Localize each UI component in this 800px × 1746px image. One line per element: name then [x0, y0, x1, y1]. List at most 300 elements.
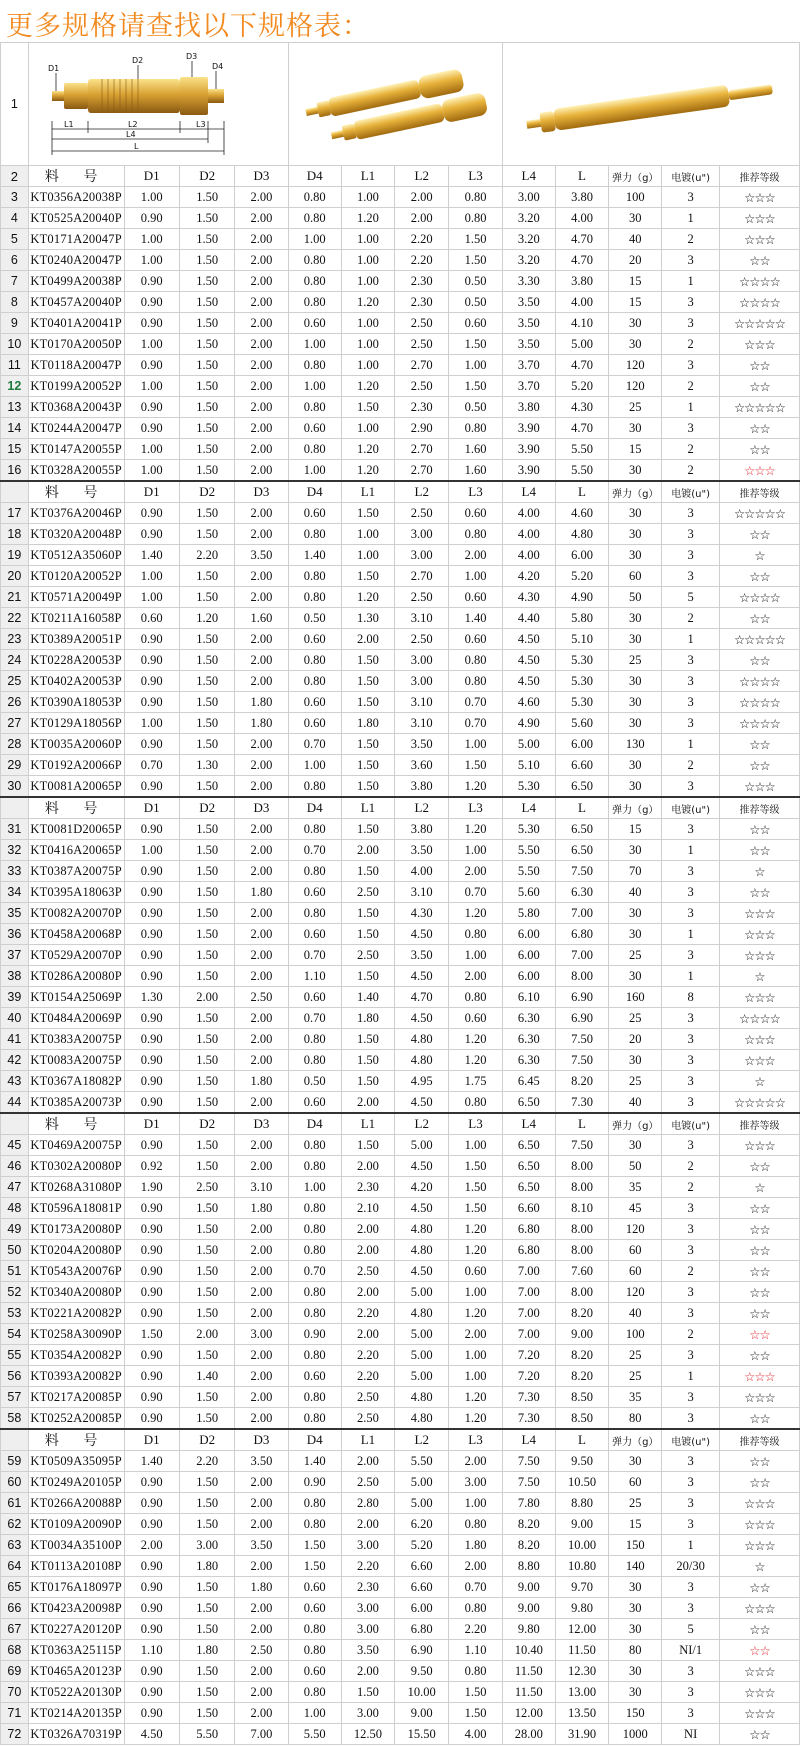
cell-l3: 1.50 [449, 229, 502, 250]
row-number[interactable]: 38 [1, 966, 29, 987]
table-row [1, 187, 800, 208]
row-number[interactable]: 11 [1, 355, 29, 376]
row-number[interactable]: 36 [1, 924, 29, 945]
cell-grade: ☆☆ [719, 755, 799, 776]
row-number[interactable]: 57 [1, 1387, 29, 1408]
row-number[interactable]: 18 [1, 524, 29, 545]
cell-l4: 6.80 [502, 1219, 555, 1240]
cell-l4: 6.30 [502, 1008, 555, 1029]
cell-l: 6.50 [555, 776, 608, 798]
row-number[interactable]: 33 [1, 861, 29, 882]
cell-part-number: KT0113A20108P [28, 1556, 124, 1577]
cell-d2: 1.50 [179, 313, 234, 334]
cell-l1: 2.50 [341, 882, 394, 903]
cell-d4: 0.70 [288, 840, 341, 861]
cell-d4: 1.00 [288, 1177, 341, 1198]
cell-d2: 1.50 [179, 460, 234, 482]
cell-d2: 1.50 [179, 418, 234, 439]
cell-force: 30 [609, 755, 662, 776]
cell-l: 8.50 [555, 1408, 608, 1430]
cell-l3: 0.80 [449, 1598, 502, 1619]
cell-l1: 1.00 [341, 229, 394, 250]
row-number[interactable]: 52 [1, 1282, 29, 1303]
cell-l4: 5.30 [502, 819, 555, 840]
cell-l4: 6.00 [502, 966, 555, 987]
cell-d2: 1.50 [179, 1619, 234, 1640]
cell-d2: 1.50 [179, 1577, 234, 1598]
row-number[interactable]: 7 [1, 271, 29, 292]
cell-d1: 1.30 [124, 987, 179, 1008]
cell-l2: 5.00 [395, 1135, 449, 1156]
cell-d2: 1.50 [179, 208, 234, 229]
row-number[interactable] [1, 797, 29, 819]
cell-d3: 2.00 [235, 208, 288, 229]
cell-d4: 0.80 [288, 566, 341, 587]
cell-l1: 1.50 [341, 903, 394, 924]
cell-d4: 0.80 [288, 819, 341, 840]
cell-l1: 1.50 [341, 1050, 394, 1071]
cell-part-number: KT0525A20040P [28, 208, 124, 229]
cell-l3: 0.80 [449, 671, 502, 692]
table-row [1, 734, 800, 755]
header-d2: D2 [179, 1113, 234, 1135]
row-number[interactable]: 39 [1, 987, 29, 1008]
cell-force: 15 [609, 292, 662, 313]
cell-d3: 2.00 [235, 1219, 288, 1240]
cell-part-number: KT0469A20075P [28, 1135, 124, 1156]
row-number[interactable]: 49 [1, 1219, 29, 1240]
cell-force: 25 [609, 1366, 662, 1387]
table-row [1, 1724, 800, 1745]
cell-part-number: KT0522A20130P [28, 1682, 124, 1703]
table-row [1, 1261, 800, 1282]
cell-grade: ☆☆ [719, 376, 799, 397]
cell-d2: 1.50 [179, 882, 234, 903]
cell-l2: 4.80 [395, 1387, 449, 1408]
cell-d3: 2.00 [235, 566, 288, 587]
cell-grade: ☆☆☆☆ [719, 292, 799, 313]
cell-d1: 0.90 [124, 208, 179, 229]
cell-part-number: KT0401A20041P [28, 313, 124, 334]
cell-l3: 0.70 [449, 692, 502, 713]
cell-l4: 7.30 [502, 1408, 555, 1430]
table-row [1, 1556, 800, 1577]
cell-d2: 1.50 [179, 1661, 234, 1682]
cell-d2: 1.50 [179, 1240, 234, 1261]
cell-d1: 0.90 [124, 1514, 179, 1535]
cell-d4: 0.60 [288, 987, 341, 1008]
cell-l3: 2.00 [449, 1324, 502, 1345]
row-number[interactable]: 50 [1, 1240, 29, 1261]
cell-plating: 3 [662, 250, 720, 271]
cell-plating: 3 [662, 1577, 720, 1598]
cell-plating: 1 [662, 271, 720, 292]
cell-plating: 20/30 [662, 1556, 720, 1577]
cell-l: 9.00 [555, 1324, 608, 1345]
cell-force: 30 [609, 524, 662, 545]
row-number[interactable]: 23 [1, 629, 29, 650]
cell-l1: 3.00 [341, 1703, 394, 1724]
cell-d3: 2.00 [235, 924, 288, 945]
cell-l4: 3.00 [502, 187, 555, 208]
row-number[interactable]: 8 [1, 292, 29, 313]
row-number[interactable]: 55 [1, 1345, 29, 1366]
cell-d4: 0.80 [288, 292, 341, 313]
cell-force: 25 [609, 1493, 662, 1514]
cell-l: 8.20 [555, 1303, 608, 1324]
cell-l1: 1.50 [341, 1135, 394, 1156]
cell-l2: 2.50 [395, 313, 449, 334]
cell-d1: 0.90 [124, 1577, 179, 1598]
cell-part-number: KT0390A18053P [28, 692, 124, 713]
row-number[interactable]: 30 [1, 776, 29, 798]
cell-d4: 0.80 [288, 1282, 341, 1303]
cell-grade: ☆☆☆ [719, 1029, 799, 1050]
cell-plating: 1 [662, 734, 720, 755]
cell-l3: 2.00 [449, 966, 502, 987]
cell-d2: 1.50 [179, 587, 234, 608]
cell-d1: 0.90 [124, 734, 179, 755]
row-number[interactable]: 65 [1, 1577, 29, 1598]
row-number[interactable]: 37 [1, 945, 29, 966]
row-number[interactable]: 25 [1, 671, 29, 692]
row-number[interactable]: 13 [1, 397, 29, 418]
row-number[interactable]: 61 [1, 1493, 29, 1514]
row-number[interactable]: 1 [1, 43, 29, 166]
cell-d2: 3.00 [179, 1535, 234, 1556]
row-number[interactable]: 70 [1, 1682, 29, 1703]
row-number[interactable]: 6 [1, 250, 29, 271]
cell-l3: 0.80 [449, 650, 502, 671]
cell-d3: 2.00 [235, 1366, 288, 1387]
cell-l2: 2.70 [395, 566, 449, 587]
cell-l: 5.80 [555, 608, 608, 629]
cell-l3: 0.60 [449, 313, 502, 334]
row-number[interactable]: 31 [1, 819, 29, 840]
table-row [1, 966, 800, 987]
cell-l1: 1.40 [341, 987, 394, 1008]
cell-d3: 2.50 [235, 1640, 288, 1661]
cell-part-number: KT0173A20080P [28, 1219, 124, 1240]
row-number[interactable]: 20 [1, 566, 29, 587]
table-header-row [1, 481, 800, 503]
cell-l4: 4.00 [502, 503, 555, 524]
cell-plating: 3 [662, 1345, 720, 1366]
cell-d1: 0.90 [124, 1029, 179, 1050]
table-row [1, 903, 800, 924]
cell-d2: 1.50 [179, 229, 234, 250]
cell-l2: 4.50 [395, 966, 449, 987]
cell-l3: 1.20 [449, 1240, 502, 1261]
cell-l2: 5.00 [395, 1493, 449, 1514]
row-number[interactable]: 69 [1, 1661, 29, 1682]
row-number[interactable]: 26 [1, 692, 29, 713]
cell-l1: 3.00 [341, 1598, 394, 1619]
row-number[interactable]: 40 [1, 1008, 29, 1029]
row-number[interactable]: 62 [1, 1514, 29, 1535]
cell-l3: 1.20 [449, 1387, 502, 1408]
row-number[interactable]: 15 [1, 439, 29, 460]
cell-l: 8.00 [555, 1156, 608, 1177]
row-number[interactable]: 24 [1, 650, 29, 671]
row-number[interactable] [1, 481, 29, 503]
row-number[interactable]: 17 [1, 503, 29, 524]
row-number[interactable]: 19 [1, 545, 29, 566]
cell-plating: 3 [662, 692, 720, 713]
row-number[interactable]: 27 [1, 713, 29, 734]
cell-part-number: KT0129A18056P [28, 713, 124, 734]
header-part-number: 料 号 [28, 797, 124, 819]
row-number[interactable]: 60 [1, 1472, 29, 1493]
header-d3: D3 [235, 1429, 288, 1451]
cell-l: 5.20 [555, 376, 608, 397]
cell-d2: 1.50 [179, 1303, 234, 1324]
cell-d3: 2.00 [235, 587, 288, 608]
cell-l: 6.30 [555, 882, 608, 903]
header-l4: L4 [502, 481, 555, 503]
cell-d4: 0.70 [288, 1008, 341, 1029]
row-number[interactable]: 53 [1, 1303, 29, 1324]
cell-d2: 1.20 [179, 608, 234, 629]
cell-force: 30 [609, 460, 662, 482]
row-number[interactable]: 28 [1, 734, 29, 755]
row-number[interactable]: 46 [1, 1156, 29, 1177]
cell-plating: 3 [662, 1408, 720, 1430]
cell-d3: 2.00 [235, 1682, 288, 1703]
cell-force: 120 [609, 1219, 662, 1240]
cell-d2: 1.50 [179, 439, 234, 460]
row-number[interactable]: 51 [1, 1261, 29, 1282]
cell-l2: 4.95 [395, 1071, 449, 1092]
row-number[interactable]: 68 [1, 1640, 29, 1661]
row-number[interactable]: 43 [1, 1071, 29, 1092]
row-number[interactable]: 14 [1, 418, 29, 439]
cell-l1: 2.20 [341, 1556, 394, 1577]
diagram-label-d3: D3 [186, 52, 198, 61]
cell-plating: 1 [662, 924, 720, 945]
cell-d3: 2.00 [235, 1387, 288, 1408]
cell-grade: ☆ [719, 861, 799, 882]
cell-part-number: KT0240A20047P [28, 250, 124, 271]
row-number[interactable]: 59 [1, 1451, 29, 1472]
cell-d2: 1.50 [179, 503, 234, 524]
header-plating: 电镀(u") [662, 1429, 720, 1451]
cell-l3: 0.70 [449, 1577, 502, 1598]
cell-l3: 2.00 [449, 1451, 502, 1472]
cell-l: 12.30 [555, 1661, 608, 1682]
cell-d1: 1.40 [124, 545, 179, 566]
cell-l4: 4.40 [502, 608, 555, 629]
table-row [1, 1408, 800, 1430]
diagram-label-l1: L1 [64, 120, 74, 129]
cell-d4: 1.00 [288, 755, 341, 776]
cell-l1: 1.50 [341, 776, 394, 798]
cell-plating: 3 [662, 1135, 720, 1156]
cell-part-number: KT0118A20047P [28, 355, 124, 376]
cell-d1: 0.90 [124, 945, 179, 966]
row-number[interactable]: 64 [1, 1556, 29, 1577]
row-number[interactable]: 71 [1, 1703, 29, 1724]
row-number[interactable]: 41 [1, 1029, 29, 1050]
row-number[interactable]: 29 [1, 755, 29, 776]
cell-d4: 0.60 [288, 882, 341, 903]
cell-l3: 0.80 [449, 208, 502, 229]
cell-part-number: KT0252A20085P [28, 1408, 124, 1430]
cell-l2: 2.70 [395, 439, 449, 460]
cell-l3: 1.60 [449, 439, 502, 460]
cell-plating: 8 [662, 987, 720, 1008]
row-number[interactable]: 4 [1, 208, 29, 229]
cell-grade: ☆☆☆ [719, 1682, 799, 1703]
row-number[interactable] [1, 1113, 29, 1135]
row-number[interactable]: 63 [1, 1535, 29, 1556]
cell-force: 150 [609, 1703, 662, 1724]
diagram-label-d2: D2 [132, 56, 144, 65]
cell-l1: 1.50 [341, 692, 394, 713]
cell-l1: 1.50 [341, 671, 394, 692]
cell-d1: 0.90 [124, 313, 179, 334]
cell-l2: 4.30 [395, 903, 449, 924]
cell-d4: 0.50 [288, 608, 341, 629]
cell-force: 60 [609, 1240, 662, 1261]
row-number[interactable]: 67 [1, 1619, 29, 1640]
cell-d2: 1.50 [179, 840, 234, 861]
cell-l3: 2.00 [449, 861, 502, 882]
table-row [1, 271, 800, 292]
cell-d4: 1.40 [288, 1451, 341, 1472]
cell-l: 6.90 [555, 987, 608, 1008]
image-row [1, 43, 800, 166]
row-number[interactable]: 56 [1, 1366, 29, 1387]
cell-plating: 2 [662, 376, 720, 397]
cell-l: 7.30 [555, 1092, 608, 1114]
row-number[interactable]: 48 [1, 1198, 29, 1219]
row-number[interactable]: 10 [1, 334, 29, 355]
cell-d1: 0.90 [124, 1598, 179, 1619]
row-number[interactable]: 45 [1, 1135, 29, 1156]
table-row [1, 1598, 800, 1619]
cell-l4: 8.20 [502, 1535, 555, 1556]
cell-d3: 2.00 [235, 1514, 288, 1535]
cell-l: 6.00 [555, 545, 608, 566]
row-number[interactable]: 47 [1, 1177, 29, 1198]
row-number[interactable]: 42 [1, 1050, 29, 1071]
cell-d2: 1.50 [179, 397, 234, 418]
cell-part-number: KT0596A18081P [28, 1198, 124, 1219]
cell-l2: 3.80 [395, 819, 449, 840]
cell-l4: 4.50 [502, 629, 555, 650]
cell-grade: ☆☆☆ [719, 1387, 799, 1408]
header-l3: L3 [449, 1429, 502, 1451]
cell-d3: 2.00 [235, 1345, 288, 1366]
row-number[interactable]: 3 [1, 187, 29, 208]
table-row [1, 713, 800, 734]
cell-l4: 6.50 [502, 1135, 555, 1156]
header-grade: 推荐等级 [719, 1113, 799, 1135]
header-plating: 电镀(u") [662, 1113, 720, 1135]
cell-l3: 0.70 [449, 882, 502, 903]
cell-d4: 1.10 [288, 966, 341, 987]
header-d1: D1 [124, 166, 179, 187]
row-number[interactable] [1, 1429, 29, 1451]
cell-force: 30 [609, 1577, 662, 1598]
cell-l4: 7.00 [502, 1282, 555, 1303]
row-number[interactable]: 32 [1, 840, 29, 861]
cell-l1: 1.50 [341, 1071, 394, 1092]
row-number[interactable]: 58 [1, 1408, 29, 1430]
cell-grade: ☆☆ [719, 1303, 799, 1324]
cell-grade: ☆☆☆ [719, 460, 799, 482]
row-number[interactable]: 9 [1, 313, 29, 334]
row-number[interactable]: 16 [1, 460, 29, 482]
cell-l2: 5.00 [395, 1324, 449, 1345]
cell-l4: 4.00 [502, 524, 555, 545]
cell-l2: 3.00 [395, 545, 449, 566]
row-number[interactable]: 22 [1, 608, 29, 629]
cell-l3: 0.60 [449, 1261, 502, 1282]
cell-d2: 1.50 [179, 1198, 234, 1219]
cell-l1: 12.50 [341, 1724, 394, 1745]
cell-grade: ☆☆ [719, 1451, 799, 1472]
cell-l1: 3.00 [341, 1535, 394, 1556]
table-row [1, 629, 800, 650]
cell-d3: 2.00 [235, 650, 288, 671]
row-number[interactable]: 66 [1, 1598, 29, 1619]
cell-grade: ☆☆ [719, 1240, 799, 1261]
cell-l4: 3.70 [502, 376, 555, 397]
row-number[interactable]: 2 [1, 166, 29, 187]
row-number[interactable]: 21 [1, 587, 29, 608]
cell-part-number: KT0368A20043P [28, 397, 124, 418]
row-number[interactable]: 12 [1, 376, 29, 397]
cell-plating: 3 [662, 1071, 720, 1092]
diagram-label-l3: L3 [196, 120, 206, 129]
row-number[interactable]: 35 [1, 903, 29, 924]
cell-l1: 3.00 [341, 1619, 394, 1640]
row-number[interactable]: 5 [1, 229, 29, 250]
cell-l: 6.60 [555, 755, 608, 776]
cell-plating: 2 [662, 1177, 720, 1198]
cell-plating: 3 [662, 1387, 720, 1408]
cell-l2: 2.20 [395, 250, 449, 271]
cell-l2: 15.50 [395, 1724, 449, 1745]
cell-l3: 0.60 [449, 1008, 502, 1029]
cell-l4: 3.50 [502, 313, 555, 334]
cell-l1: 2.30 [341, 1577, 394, 1598]
cell-d4: 0.70 [288, 1261, 341, 1282]
cell-plating: 3 [662, 882, 720, 903]
row-number[interactable]: 44 [1, 1092, 29, 1114]
table-row [1, 1703, 800, 1724]
header-part-number: 料 号 [28, 481, 124, 503]
row-number[interactable]: 34 [1, 882, 29, 903]
row-number[interactable]: 54 [1, 1324, 29, 1345]
table-row [1, 924, 800, 945]
cell-d3: 2.00 [235, 945, 288, 966]
cell-d3: 3.50 [235, 1451, 288, 1472]
cell-grade: ☆☆☆ [719, 208, 799, 229]
row-number[interactable]: 72 [1, 1724, 29, 1745]
table-row [1, 861, 800, 882]
cell-l: 4.90 [555, 587, 608, 608]
cell-plating: 3 [662, 713, 720, 734]
cell-part-number: KT0147A20055P [28, 439, 124, 460]
table-row [1, 1050, 800, 1071]
cell-l3: 0.50 [449, 292, 502, 313]
cell-grade: ☆☆☆ [719, 1050, 799, 1071]
cell-l3: 0.80 [449, 987, 502, 1008]
cell-d2: 1.30 [179, 755, 234, 776]
